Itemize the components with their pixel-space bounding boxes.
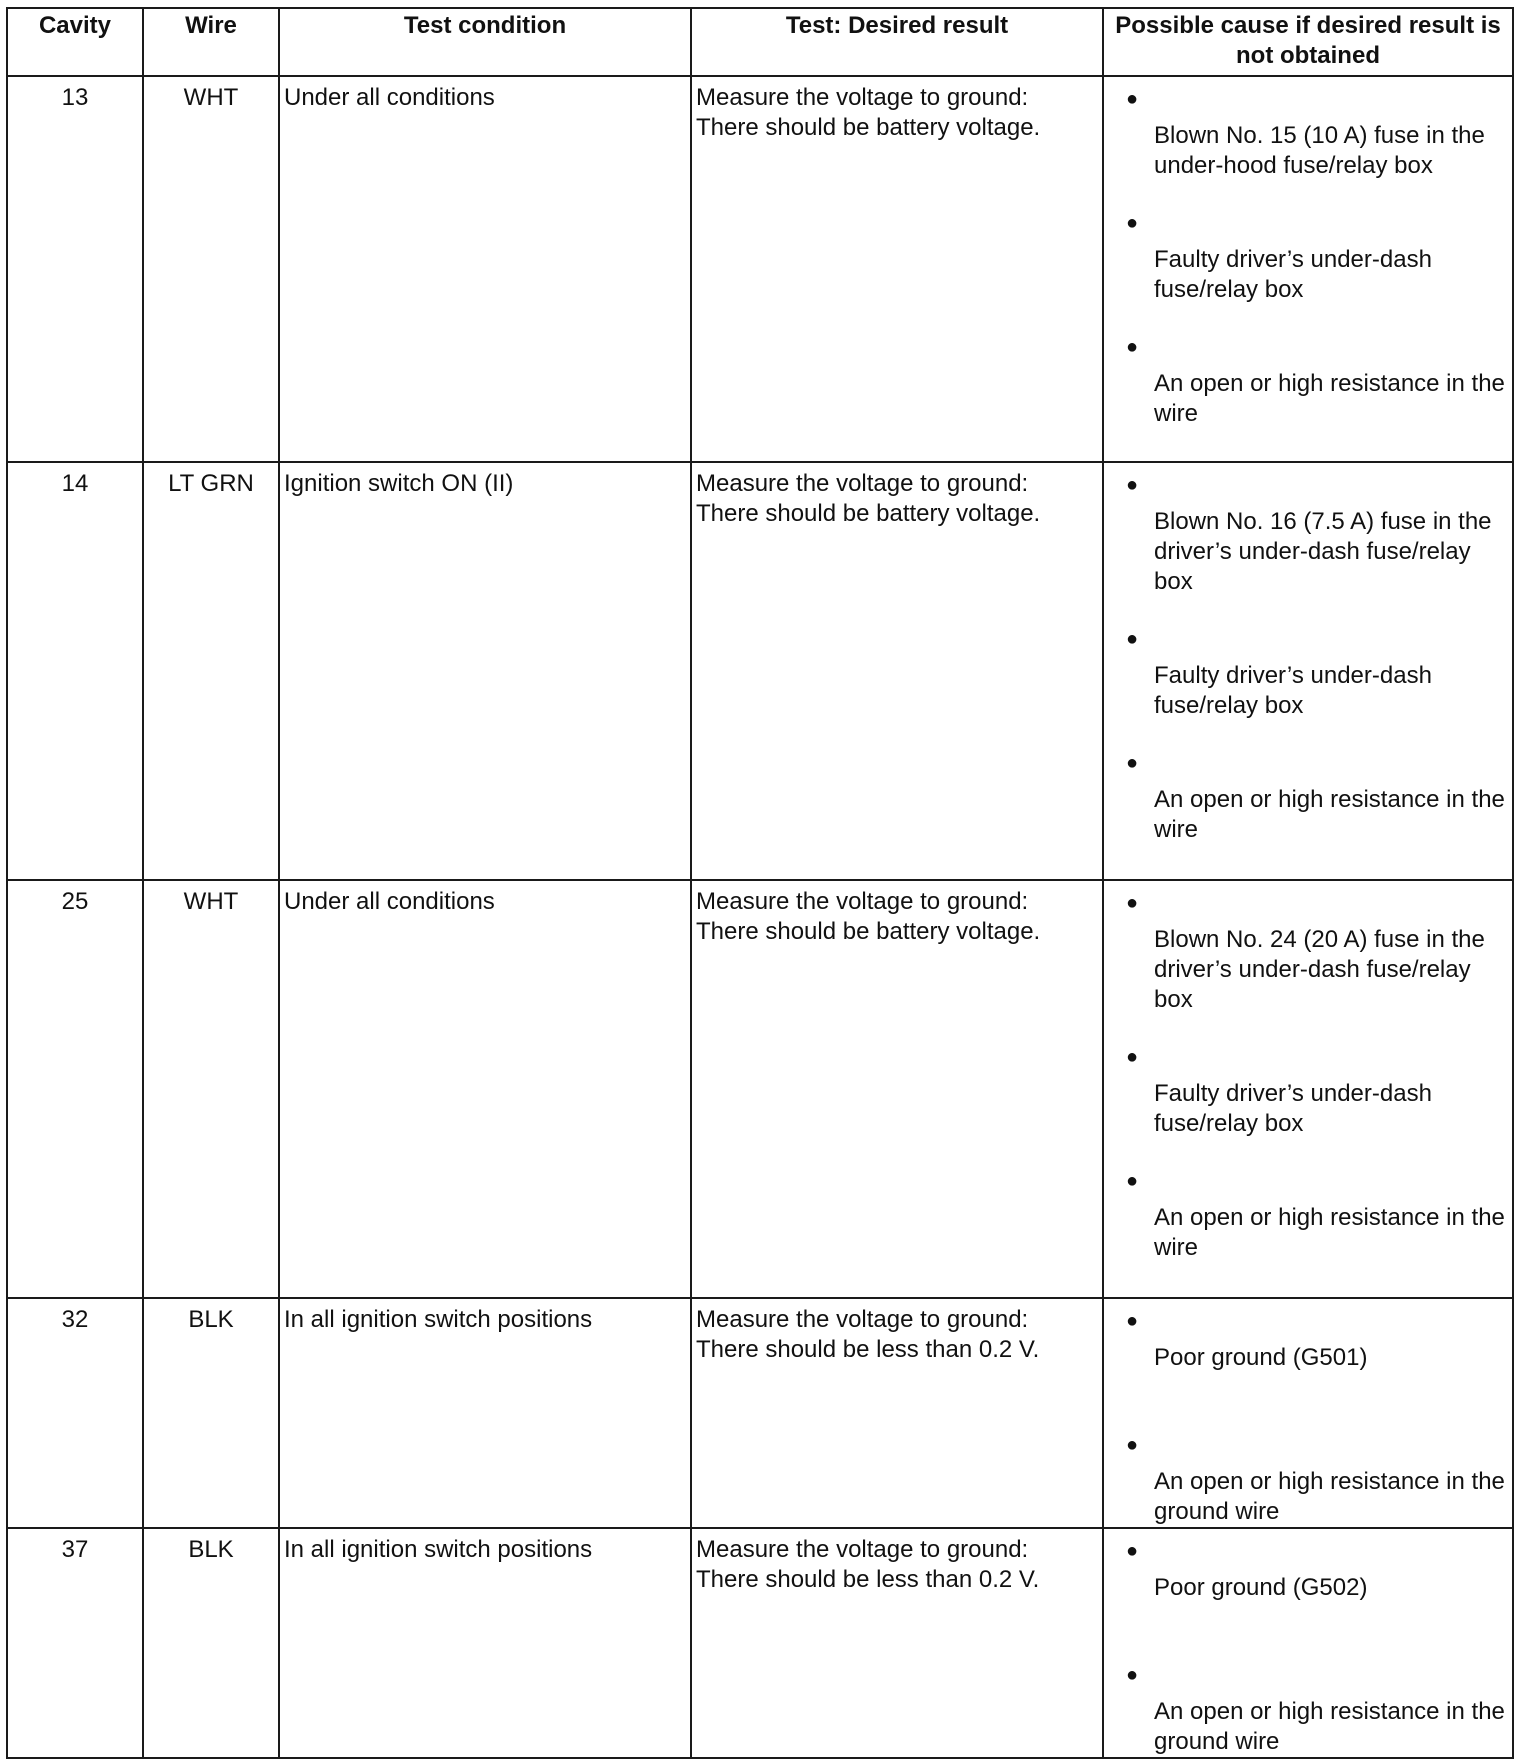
header-desired-result: Test: Desired result	[691, 8, 1103, 76]
test-condition-cell: Under all conditions	[279, 880, 691, 1298]
header-wire: Wire	[143, 8, 279, 76]
bullet-icon: ●	[1126, 1046, 1139, 1068]
wire-cell: LT GRN	[143, 462, 279, 880]
bullet-icon: ●	[1126, 752, 1139, 774]
possible-cause-cell	[1103, 1298, 1513, 1528]
cause-item: ● Poor ground (G502)	[1104, 1529, 1512, 1633]
bullet-icon: ●	[1126, 1540, 1139, 1562]
bullet-icon: ●	[1126, 1310, 1139, 1332]
wire-cell: WHT	[143, 76, 279, 462]
cause-item: ● Faulty driver’s under-dash fuse/relay box	[1104, 617, 1512, 721]
cavity-cell: 13	[7, 76, 143, 462]
desired-result-cell	[691, 76, 1103, 462]
cause-list	[1104, 77, 1512, 429]
cause-item: ● Faulty driver’s under-dash fuse/relay box	[1104, 1035, 1512, 1139]
header-test-condition: Test condition	[279, 8, 691, 76]
header-possible-cause: Possible cause if desired result is not obtained	[1103, 8, 1513, 76]
connector-test-table	[6, 7, 1514, 1759]
cause-item: ● Blown No. 24 (20 A) fuse in the driver’s under-dash fuse/relay box	[1104, 881, 1512, 1015]
bullet-icon: ●	[1126, 1664, 1139, 1686]
possible-cause-cell	[1103, 1528, 1513, 1758]
cause-item: ● Blown No. 15 (10 A) fuse in the under-hood fuse/relay box	[1104, 77, 1512, 181]
cavity-cell: 37	[7, 1528, 143, 1758]
cause-item: ● An open or high resistance in the wire	[1104, 741, 1512, 845]
cause-item: ● An open or high resistance in the ground wire	[1104, 1653, 1512, 1757]
cause-list	[1104, 463, 1512, 845]
cavity-cell: 25	[7, 880, 143, 1298]
test-condition-cell: In all ignition switch positions	[279, 1298, 691, 1528]
bullet-icon: ●	[1126, 892, 1139, 914]
wire-cell: BLK	[143, 1528, 279, 1758]
table-row	[7, 880, 1513, 1298]
cavity-cell: 32	[7, 1298, 143, 1528]
table-row	[7, 462, 1513, 880]
result-line: There should be less than 0.2 V.	[696, 1566, 1040, 1593]
result-line: There should be battery voltage.	[696, 114, 1041, 141]
result-line: There should be less than 0.2 V.	[696, 1336, 1040, 1363]
bullet-icon: ●	[1126, 88, 1139, 110]
possible-cause-cell	[1103, 76, 1513, 462]
cause-item: ● Faulty driver’s under-dash fuse/relay box	[1104, 201, 1512, 305]
table-header-row	[7, 8, 1513, 76]
cause-item: ● An open or high resistance in the ground wire	[1104, 1423, 1512, 1527]
result-line: Measure the voltage to ground:	[696, 470, 1029, 497]
desired-result-cell	[691, 1528, 1103, 1758]
wire-cell: WHT	[143, 880, 279, 1298]
bullet-icon: ●	[1126, 474, 1139, 496]
table-row	[7, 76, 1513, 462]
bullet-icon: ●	[1126, 336, 1139, 358]
cause-list	[1104, 1299, 1512, 1527]
result-line: Measure the voltage to ground:	[696, 1306, 1029, 1333]
test-condition-cell: Under all conditions	[279, 76, 691, 462]
header-cavity: Cavity	[7, 8, 143, 76]
cause-list	[1104, 881, 1512, 1263]
cause-item: ● Blown No. 16 (7.5 A) fuse in the driver’s under-dash fuse/relay box	[1104, 463, 1512, 597]
cause-item: ● Poor ground (G501)	[1104, 1299, 1512, 1403]
possible-cause-cell	[1103, 462, 1513, 880]
cause-list	[1104, 1529, 1512, 1757]
bullet-icon: ●	[1126, 1170, 1139, 1192]
bullet-icon: ●	[1126, 628, 1139, 650]
desired-result-cell	[691, 1298, 1103, 1528]
result-line: Measure the voltage to ground:	[696, 1536, 1029, 1563]
result-line: There should be battery voltage.	[696, 918, 1041, 945]
bullet-icon: ●	[1126, 1434, 1139, 1456]
wire-cell: BLK	[143, 1298, 279, 1528]
result-line: There should be battery voltage.	[696, 500, 1041, 527]
result-line: Measure the voltage to ground:	[696, 84, 1029, 111]
cause-item: ● An open or high resistance in the wire	[1104, 1159, 1512, 1263]
possible-cause-cell	[1103, 880, 1513, 1298]
desired-result-cell	[691, 462, 1103, 880]
cavity-cell: 14	[7, 462, 143, 880]
test-condition-cell: In all ignition switch positions	[279, 1528, 691, 1758]
table-row	[7, 1298, 1513, 1528]
bullet-icon: ●	[1126, 212, 1139, 234]
cause-item: ● An open or high resistance in the wire	[1104, 325, 1512, 429]
result-line: Measure the voltage to ground:	[696, 888, 1029, 915]
table-row	[7, 1528, 1513, 1758]
desired-result-cell	[691, 880, 1103, 1298]
test-condition-cell: Ignition switch ON (II)	[279, 462, 691, 880]
